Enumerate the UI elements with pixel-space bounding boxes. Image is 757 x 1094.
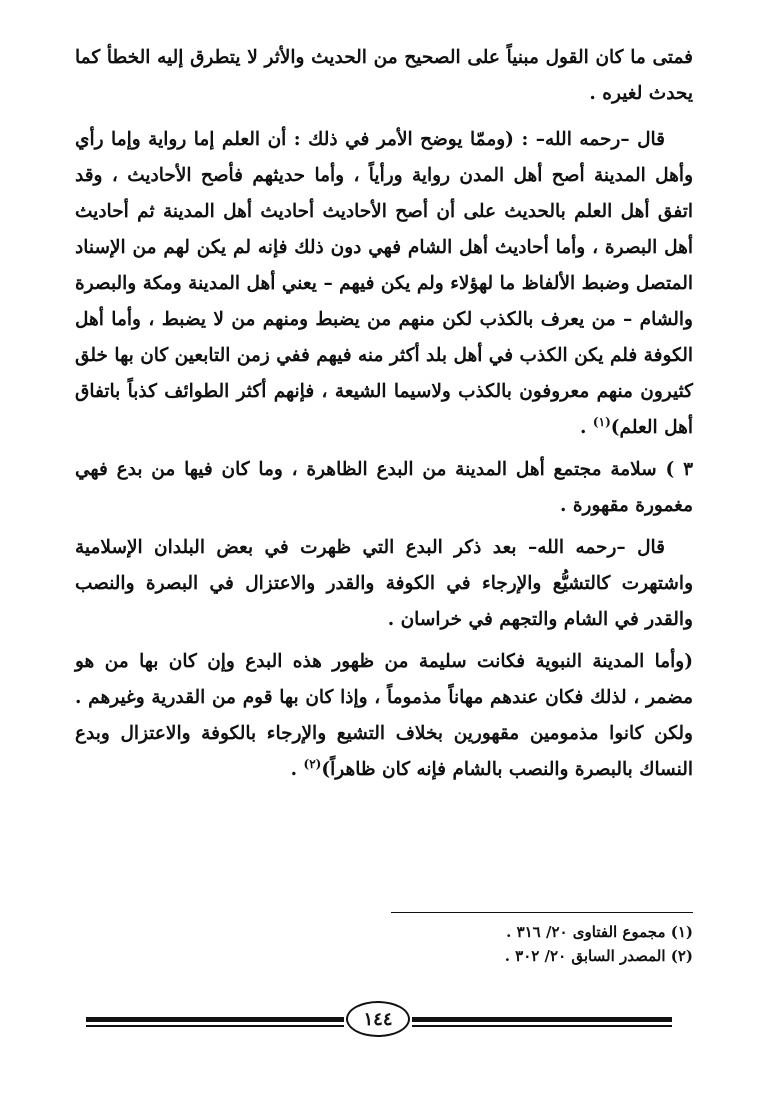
paragraph-quote-madinah-text: (وأما المدينة النبوية فكانت سليمة من ظهور هذه البدع وإن كان بها من هو مضمر ، لذلك فكان عندهم مهاناً مذموماً ، وإذا كان بها قوم من القدرية وغيرهم . ولكن كانوا مذمومين مقهورين بخلاف التشيع والإرجاء بالكوفة والاعتزال وبدع النساك بالبصرة والنصب بالشام فإنه كان ظاهراً)	[75, 651, 693, 780]
paragraph-point-3: ٣ ) سلامة مجتمع أهل المدينة من البدع الظاهرة ، وما كان فيها من بدع فهي مغمورة مقهورة .	[75, 459, 693, 516]
footer-rule-left-thin	[86, 1025, 344, 1027]
footnotes	[373, 920, 693, 968]
paragraph-innovations-intro: قال –رحمه الله– بعد ذكر البدع التي ظهرت في بعض البلدان الإسلامية واشتهرت كالتشيُّع والإرجاء في الكوفة والقدر والاعتزال في البصرة والنصب والقدر في الشام والتجهم في خراسان .	[75, 537, 693, 630]
footer-rule-right-thin	[412, 1025, 672, 1027]
footnote-ref-2: (٢)	[303, 756, 322, 771]
page-footer	[0, 995, 757, 1055]
paragraph-quote-madinah-tail: .	[290, 759, 304, 780]
page-body	[75, 40, 693, 794]
footnote-1: (١) مجموع الفتاوى ٢٠/ ٣١٦ .	[506, 923, 693, 941]
footnote-divider	[391, 912, 693, 913]
paragraph-quote-madinah	[75, 644, 693, 788]
paragraph-quote-hadith	[75, 122, 693, 446]
footnote-2: (٢) المصدر السابق ٢٠/ ٣٠٢ .	[504, 947, 693, 965]
paragraph-intro: فمتى ما كان القول مبنياً على الصحيح من الحديث والأثر لا يتطرق إليه الخطأ كما يحدث لغيره .	[75, 47, 693, 104]
paragraph-quote-hadith-text: قال –رحمه الله– : (وممّا يوضح الأمر في ذلك : أن العلم إما رواية وإما رأي وأهل المدينة أصح أهل المدن رواية ورأياً ، وأما حديثهم فأصح الأحاديث ، وقد اتفق أهل العلم بالحديث على أن أصح الأحاديث أحاديث أهل المدينة ثم أحاديث أهل البصرة ، وأما أحاديث أهل الشام فهي دون ذلك فإنه لم يكن لهم من الإسناد المتصل وضبط الألفاظ ما لهؤلاء ولم يكن فيهم – يعني أهل المدينة ومكة والبصرة والشام – من يعرف بالكذب لكن منهم من يضبط ومنهم من لا يضبط ، وأما أهل الكوفة فلم يكن الكذب في أهل بلد أكثر منه فيهم ففي زمن التابعين كان بها خلق كثيرون منهم معروفون بالكذب ولاسيما الشيعة ، فإنهم أكثر الطوائف كذباً باتفاق أهل العلم)	[75, 129, 693, 438]
page-number: ١٤٤	[346, 1001, 410, 1037]
footer-rule-right-thick	[412, 1017, 672, 1022]
footer-rule-left-thick	[86, 1017, 344, 1022]
footnote-ref-1: (١)	[592, 414, 611, 429]
paragraph-quote-hadith-tail: .	[580, 417, 593, 438]
